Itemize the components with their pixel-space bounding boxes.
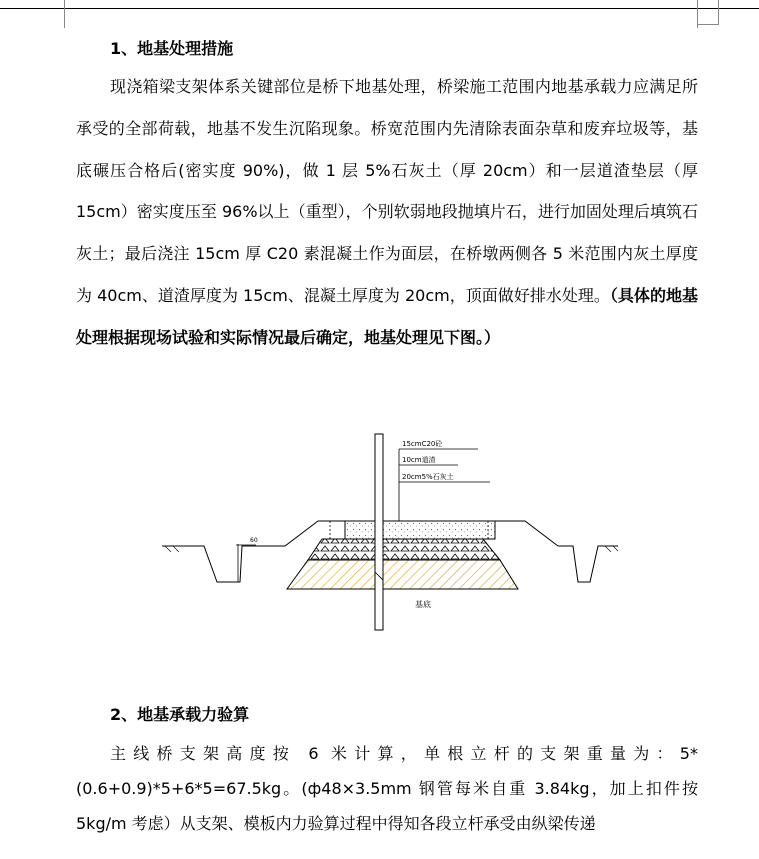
section-2-paragraph: 主线桥支架高度按 6 米计算，单根立杆的支架重量为：5*(0.6+0.9)*5+6*5=67.5kg。(ф48×3.5mm 钢管每米自重 3.84kg，加上扣件按 5kg/m 考虑）从支架、模板内力验算过程中得知各段立杆承受由纵梁传递 <box>76 744 698 833</box>
section-1-heading: 1、地基处理措施 <box>110 39 234 58</box>
label-base: 基底 <box>415 600 431 609</box>
label-lime: 20cm5%石灰土 <box>402 473 454 481</box>
label-concrete: 15cmC20砼 <box>402 440 443 448</box>
section-1-bold-note: （具体的地基处理根据现场试验和实际情况最后确定，地基处理见下图。） <box>76 285 698 347</box>
foundation-treatment-diagram <box>160 432 620 637</box>
ballast-layer <box>308 539 500 560</box>
lime-soil-layer <box>287 560 518 589</box>
ground-right <box>495 521 618 582</box>
margin-corner-right-h <box>697 24 719 25</box>
section-1-text: 现浇箱梁支架体系关键部位是桥下地基处理，桥梁施工范围内地基承载力应满足所承受的全部荷载，地基不发生沉陷现象。桥宽范围内先清除表面杂草和废弃垃圾等，基底碾压合格后(密实度 90%)，做 1 层 5%石灰土（厚 20cm）和一层道渣垫层（厚 15cm）密实度压至 96%以上（重型），个别软弱地段抛填片石，进行加固处理后填筑石灰土；最后浇注 15cm 厚 C20 素混凝土作为面层，在桥墩两侧各 5 米范围内灰土厚度为 40cm、道渣厚度为 15cm、混凝土厚度为 20cm，顶面做好排水处理。 <box>76 77 698 305</box>
concrete-layer <box>345 521 495 539</box>
dim-label: 60 <box>250 537 258 544</box>
margin-corner-right-v <box>718 0 719 25</box>
section-1-paragraph <box>76 66 698 359</box>
margin-corner-left <box>64 0 65 28</box>
section-2-heading: 2、地基承载力验算 <box>110 705 250 724</box>
center-pier <box>375 434 383 630</box>
page-top-edge <box>0 0 759 9</box>
label-ballast: 10cm道渣 <box>402 456 436 464</box>
